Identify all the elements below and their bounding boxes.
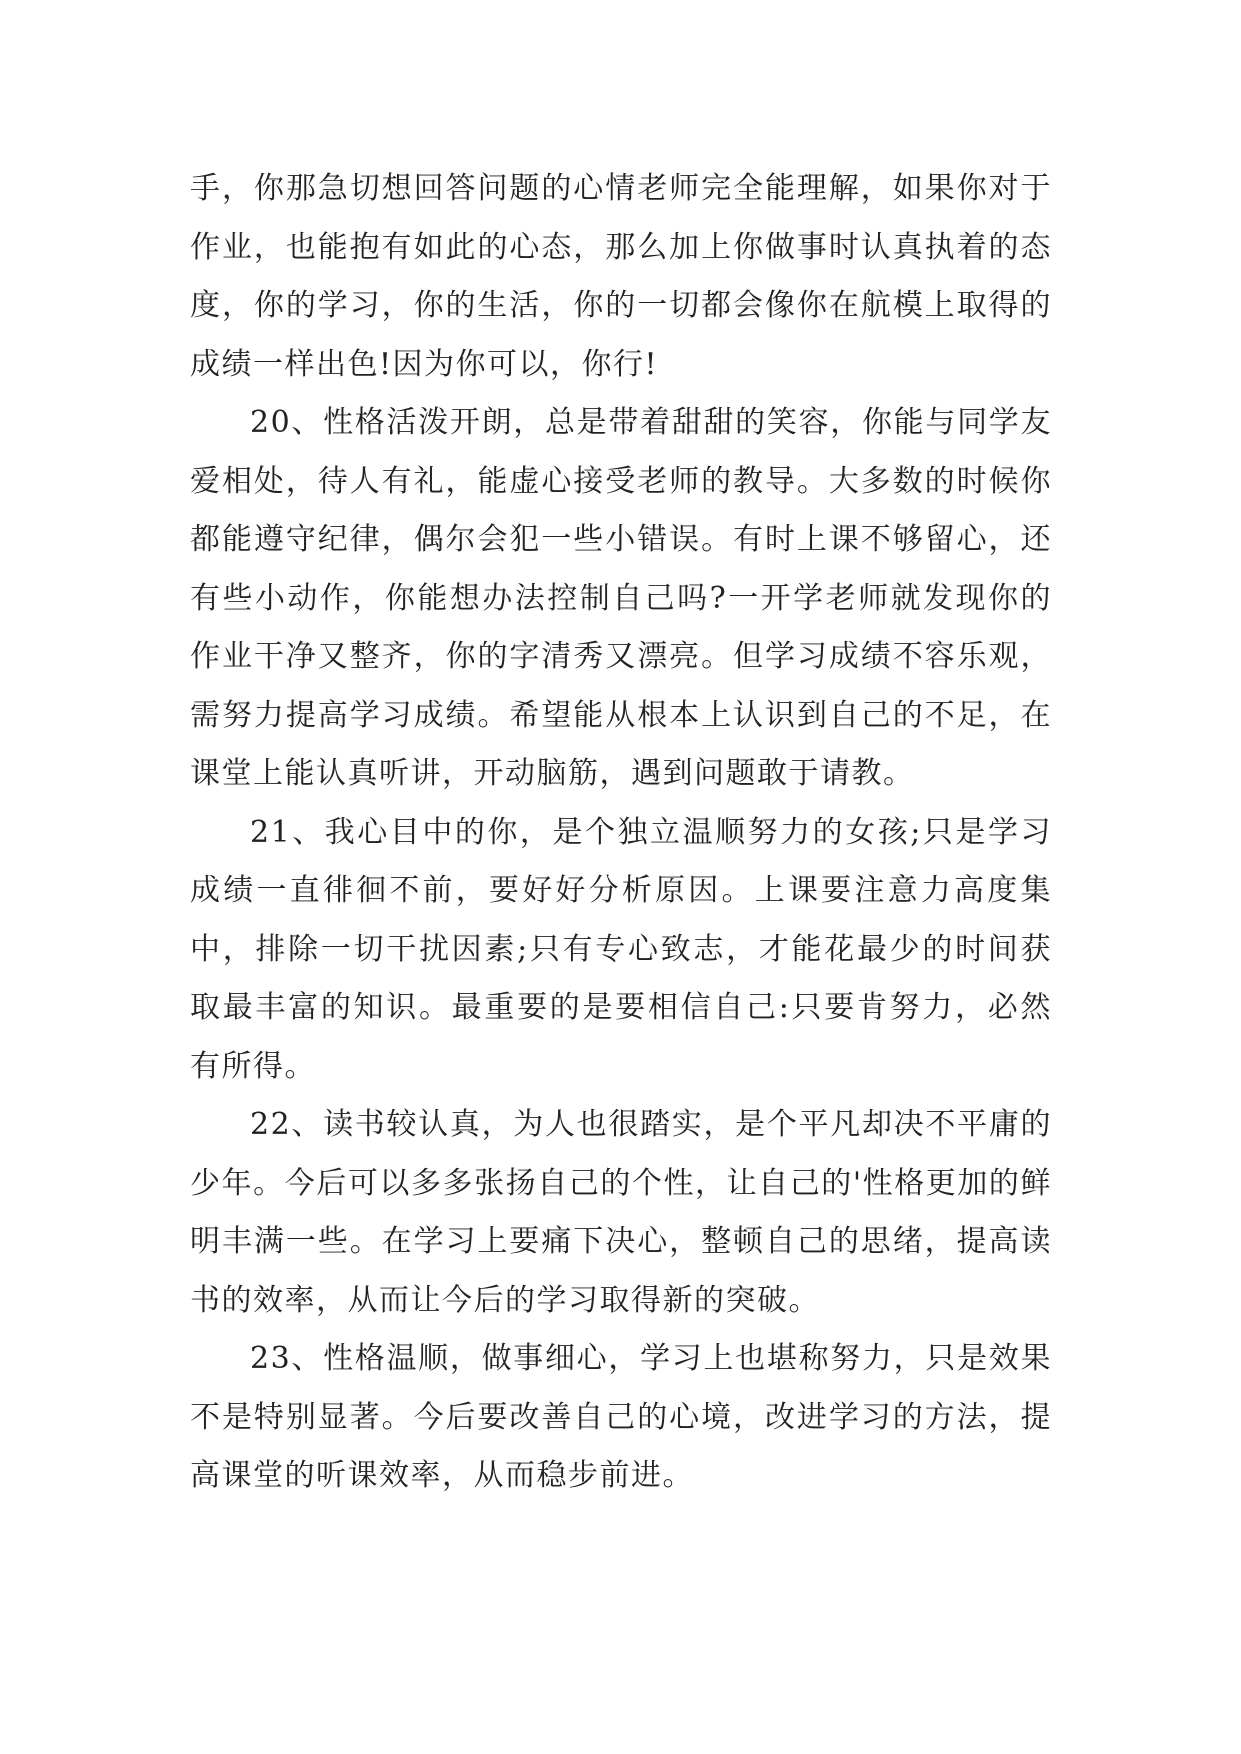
paragraph-comment-22: 22、读书较认真，为人也很踏实，是个平凡却决不平庸的少年。今后可以多多张扬自己的个性，让自己的'性格更加的鲜明丰满一些。在学习上要痛下决心，整顿自己的思绪，提高读书的效率，从而让今后的学习取得新的突破。 <box>190 1107 1052 1318</box>
document-body <box>190 160 1052 1506</box>
paragraph-comment-20: 20、性格活泼开朗，总是带着甜甜的笑容，你能与同学友爱相处，待人有礼，能虚心接受老师的教导。大多数的时候你都能遵守纪律，偶尔会犯一些小错误。有时上课不够留心，还有些小动作，你能想办法控制自己吗?一开学老师就发现你的作业干净又整齐，你的字清秀又漂亮。但学习成绩不容乐观，需努力提高学习成绩。希望能从根本上认识到自己的不足，在课堂上能认真听讲，开动脑筋，遇到问题敢于请教。 <box>190 405 1052 791</box>
paragraph-comment-21: 21、我心目中的你，是个独立温顺努力的女孩;只是学习成绩一直徘徊不前，要好好分析原因。上课要注意力高度集中，排除一切干扰因素;只有专心致志，才能花最少的时间获取最丰富的知识。最重要的是要相信自己:只要肯努力，必然有所得。 <box>190 814 1052 1084</box>
paragraph-comment-23: 23、性格温顺，做事细心，学习上也堪称努力，只是效果不是特别显著。今后要改善自己的心境，改进学习的方法，提高课堂的听课效率，从而稳步前进。 <box>190 1341 1052 1493</box>
paragraph-continuation: 手，你那急切想回答问题的心情老师完全能理解，如果你对于作业，也能抱有如此的心态，那么加上你做事时认真执着的态度，你的学习，你的生活，你的一切都会像你在航模上取得的成绩一样出色!因为你可以，你行! <box>190 171 1052 382</box>
